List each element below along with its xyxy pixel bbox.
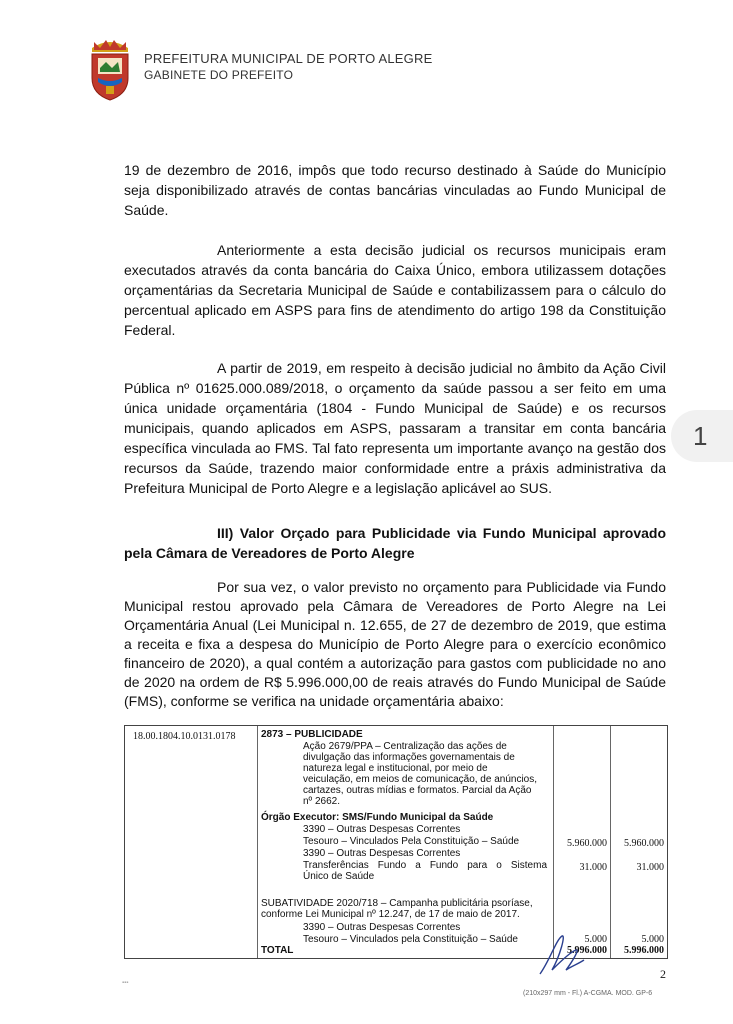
amount-cell: 5.960.000	[624, 838, 664, 849]
budget-allocation-table	[124, 725, 668, 959]
section-title: III) Valor Orçado para Publicidade via Fundo Municipal aprovado pela Câmara de Vereadores de Porto Alegre	[124, 525, 666, 561]
paragraph-3: A partir de 2019, em respeito à decisão judicial no âmbito da Ação Civil Pública nº 01625.000.089/2018, o orçamento da saúde passou a ser feito em uma única unidade orçamentária (1804 - Fundo Municipal de Saúde) e os recursos municipais, quando aplicados em ASPS, passaram a transitar em conta bancária específica vinculada ao FMS. Tal fato representa um importante avanço na gestão dos recursos da Saúde, trazendo maior conformidade entre a práxis administrativa da Prefeitura Municipal de Porto Alegre e a legislação aplicável ao SUS.	[124, 360, 666, 496]
city-coat-of-arms-icon	[86, 38, 134, 102]
sub-activity: SUBATIVIDADE 2020/718 – Campanha publicitária psoríase, conforme Lei Municipal nº 12.247, de 17 de maio de 2017.	[261, 898, 533, 920]
executor-agency: Órgão Executor: SMS/Fundo Municipal da Saúde	[261, 812, 494, 823]
org-department: GABINETE DO PREFEITO	[144, 68, 294, 82]
total-label: TOTAL	[261, 945, 294, 956]
amount-cell: 5.000	[584, 934, 607, 945]
funding-source: Transferências Fundo a Fundo para o Sistema Único de Saúde	[303, 860, 547, 882]
paragraph-2: Anteriormente a esta decisão judicial os recursos municipais eram executados através da conta bancária do Caixa Único, embora utilizassem dotações orçamentárias da Secretaria Municipal de Saúde e contabilizassem para o cálculo do percentual aplicado em ASPS para fins de atendimento do artigo 198 da Constituição Federal.	[124, 242, 666, 338]
expense-type: 3390 – Outras Despesas Correntes	[303, 848, 461, 859]
budget-code: 18.00.1804.10.0131.0178	[133, 731, 236, 742]
scan-mark-icon: ▪▪▪	[122, 980, 129, 986]
expense-type: 3390 – Outras Despesas Correntes	[303, 922, 461, 933]
page-number: 2	[660, 967, 666, 981]
funding-source: Tesouro – Vinculados pela Constituição – Saúde	[303, 934, 518, 945]
paragraph-1: 19 de dezembro de 2016, impôs que todo recurso destinado à Saúde do Município seja disponibilizado através de contas bancárias vinculadas ao Fundo Municipal de Saúde.	[124, 162, 666, 218]
action-description: Ação 2679/PPA – Centralização das ações de divulgação das informações governamentais de natureza legal e institucional, por meio de veiculação, em meios de comunicação, de anúncios, cartazes, outras mídias e formatos. Parcial da Ação nº 2662.	[303, 741, 538, 807]
signature-icon	[536, 930, 588, 980]
amount-cell: 5.000	[641, 934, 664, 945]
org-name: PREFEITURA MUNICIPAL DE PORTO ALEGRE	[144, 51, 433, 66]
amount-cell: 31.000	[579, 862, 607, 873]
funding-source: Tesouro – Vinculados Pela Constituição – Saúde	[303, 836, 520, 847]
page-indicator-tab[interactable]: 1	[671, 410, 733, 462]
total-amount: 5.996.000	[567, 945, 607, 956]
program-title: 2873 – PUBLICIDADE	[261, 729, 363, 740]
amount-cell: 31.000	[636, 862, 664, 873]
expense-type: 3390 – Outras Despesas Correntes	[303, 824, 461, 835]
total-amount: 5.996.000	[624, 945, 664, 956]
paragraph-4: Por sua vez, o valor previsto no orçamento para Publicidade via Fundo Municipal restou aprovado pela Câmara de Vereadores de Porto Alegre na Lei Orçamentária Anual (Lei Municipal n. 12.655, de 27 de dezembro de 2019, que estima a receita e fixa a despesa do Município de Porto Alegre para o exercício econômico financeiro de 2020), a qual contém a autorização para gastos com publicidade no ano de 2020 na ordem de R$ 5.996.000,00 de reais através do Fundo Municipal de Saúde (FMS), conforme se verifica na unidade orçamentária abaixo:	[124, 579, 666, 709]
amount-cell: 5.960.000	[567, 838, 607, 849]
letterhead	[86, 38, 506, 108]
footer-note: (210x297 mm - Fl.) A-CGMA. MOD. GP-6	[523, 990, 653, 997]
